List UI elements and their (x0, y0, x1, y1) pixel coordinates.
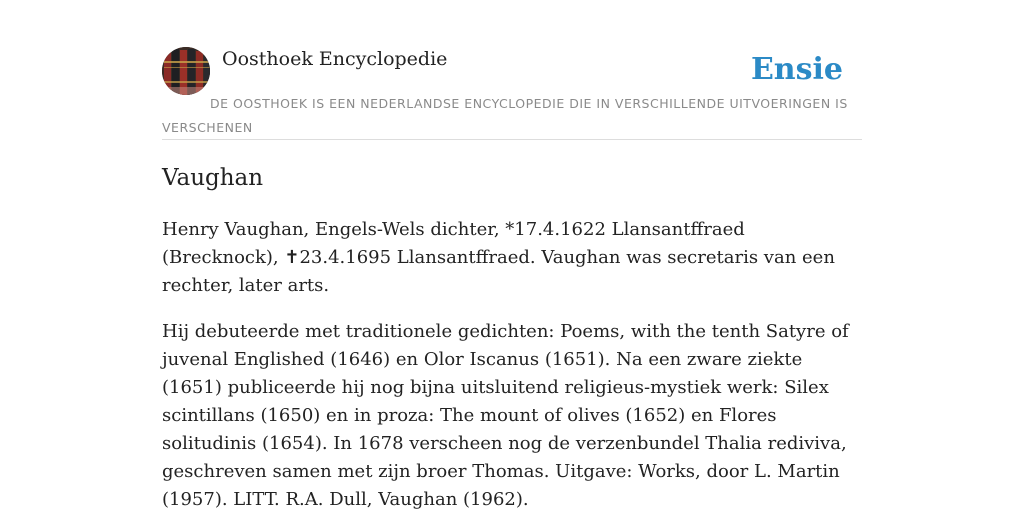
encyclopedia-logo[interactable] (162, 47, 210, 95)
article-paragraph: Hij debuteerde met traditionele gedichten: Poems, with the tenth Satyre of juvenal Englished (1646) en Olor Iscanus (1651). Na een zware ziekte (1651) publiceerde hij nog bijna uitsluitend religieus-mystiek werk: Silex scintillans (1650) en in proza: The mount of olives (1652) en Flores solitudinis (1654). In 1678 verscheen nog de verzenbundel Thalia rediviva, geschreven samen met zijn broer Thomas. Uitgave: Works, door L. Martin (1957). LITT. R.A. Dull, Vaughan (1962). (162, 321, 849, 510)
article-paragraph: Henry Vaughan, Engels-Wels dichter, *17.4.1622 Llansantffraed (Brecknock), ✝23.4.1695 Llansantffraed. Vaughan was secretaris van een rechter, later arts. (162, 219, 835, 296)
article-body (162, 216, 862, 532)
page-container (162, 44, 862, 510)
site-header (162, 44, 862, 140)
ensie-brand-link[interactable]: Ensie (750, 52, 843, 87)
article-title: Vaughan (162, 165, 264, 191)
site-name[interactable]: Oosthoek Encyclopedie (222, 48, 448, 70)
book-spines-icon (162, 47, 210, 95)
site-tagline: DE OOSTHOEK IS EEN NEDERLANDSE ENCYCLOPEDIE DIE IN VERSCHILLENDE UITVOERINGEN IS VERSCHENEN (162, 96, 848, 135)
